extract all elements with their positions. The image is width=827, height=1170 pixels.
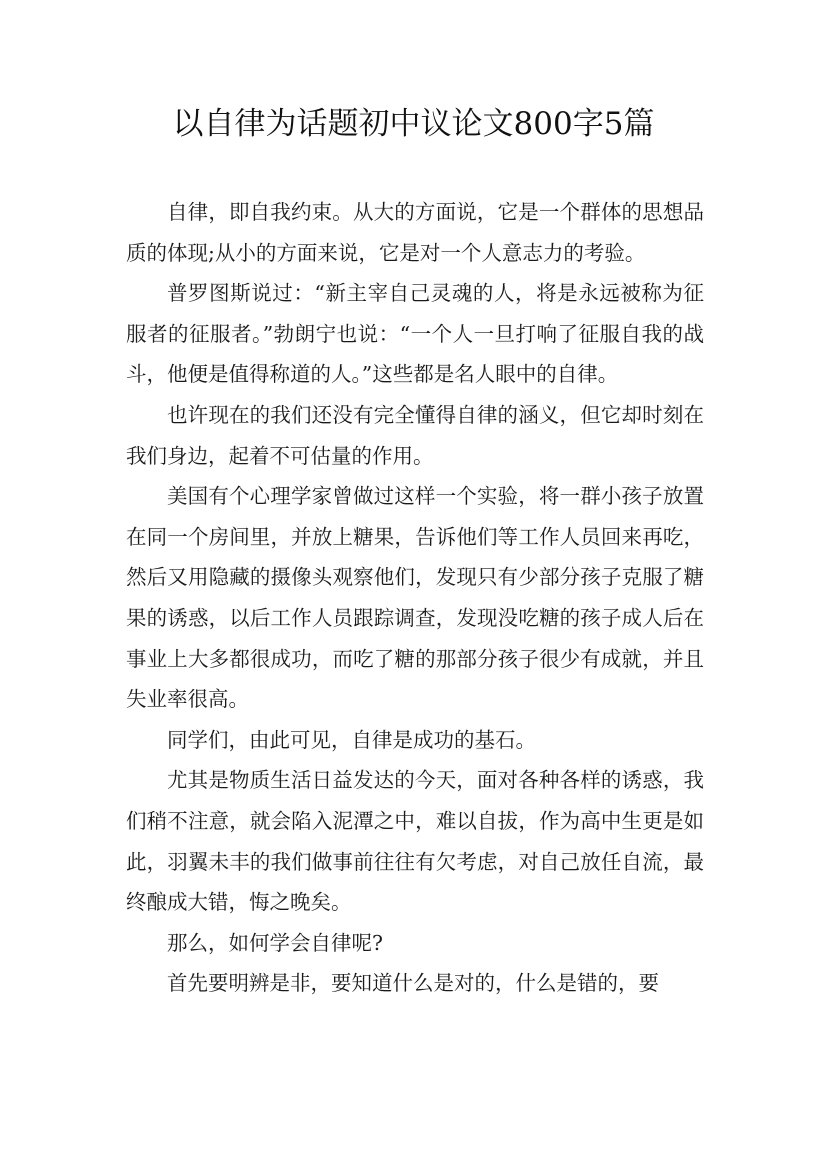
paragraph: 也许现在的我们还没有完全懂得自律的涵义，但它却时刻在我们身边，起着不可估量的作用。 xyxy=(126,402,704,468)
paragraph: 同学们，由此可见，自律是成功的基石。 xyxy=(167,727,536,752)
paragraph: 自律，即自我约束。从大的方面说，它是一个群体的思想品质的体现;从小的方面来说，它是对一个人意志力的考验。 xyxy=(126,200,704,265)
paragraph: 那么，如何学会自律呢? xyxy=(167,930,383,955)
document-title: 以自律为话题初中议论文800字5篇 xyxy=(172,106,655,142)
paragraph: 尤其是物质生活日益发达的今天，面对各种各样的诱惑，我们稍不注意，就会陷入泥潭之中，难以自拔，作为高中生更是如此，羽翼未丰的我们做事前往往有欠考虑，对自己放任自流，最终酿成大错，悔之晚矣。 xyxy=(126,768,704,915)
paragraph: 首先要明辨是非，要知道什么是对的，什么是错的，要 xyxy=(167,971,659,996)
paragraph: 美国有个心理学家曾做过这样一个实验，将一群小孩子放置在同一个房间里，并放上糖果，告诉他们等工作人员回来再吃，然后又用隐藏的摄像头观察他们，发现只有少部分孩子克服了糖果的诱惑，以后工作人员跟踪调查，发现没吃糖的孩子成人后在事业上大多都很成功，而吃了糖的那部分孩子很少有成就，并且失业率很高。 xyxy=(126,484,704,712)
document-body xyxy=(126,192,704,1004)
paragraph: 普罗图斯说过：“新主宰自己灵魂的人，将是永远被称为征服者的征服者。”勃朗宁也说：“一个人一旦打响了征服自我的战斗，他便是值得称道的人。”这些都是名人眼中的自律。 xyxy=(126,281,704,387)
